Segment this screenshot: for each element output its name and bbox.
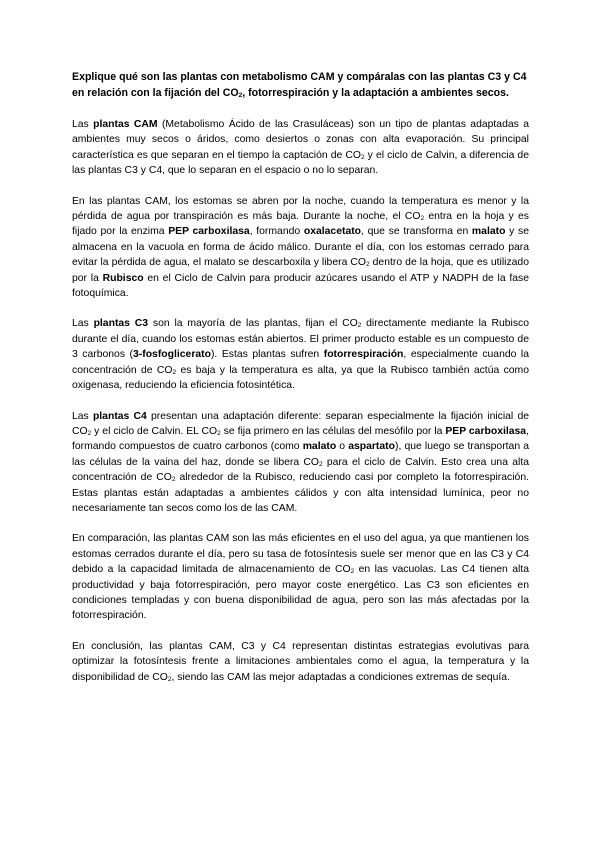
paragraph <box>72 531 529 623</box>
text-run: , siendo las CAM las mejor adaptadas a condiciones extremas de sequía. <box>171 671 510 683</box>
text-run: alrededor de la Rubisco, reduciendo casi por completo la fotorrespiración. Estas plantas están adaptadas a ambientes cálidos y con alta intensidad lumínica, peor no necesariamente tan secos como los de las CAM. <box>72 472 529 514</box>
bold-term: PEP carboxilasa <box>168 226 250 238</box>
bold-term: plantas CAM <box>93 119 158 130</box>
bold-term: malato <box>471 226 506 238</box>
paragraph <box>72 639 529 685</box>
text-run: En comparación, las plantas CAM son las más eficientes en el uso del agua, ya que mantienen los estomas cerrados durante el día, pero su tasa de fotosíntesis suele ser menor que en las C3 y C4 debido a la capacidad limitada de almacenamiento de CO <box>72 533 529 576</box>
text-run: se fija primero en las células del mesófilo por la <box>220 425 446 437</box>
text-run: ), que luego se transportan a las células de la vaina del haz, donde se libera CO <box>72 441 529 468</box>
text-run: son la mayoría de las plantas, fijan el CO <box>148 318 358 330</box>
text-run: es baja y la temperatura es alta, ya que la Rubisco también actúa como oxigenasa, reduciendo la eficiencia fotosintética. <box>72 364 529 392</box>
subscript: 2 <box>171 476 176 484</box>
paragraph <box>72 117 529 179</box>
bold-term: Rubisco <box>102 272 144 284</box>
text-run: o <box>336 441 349 453</box>
subscript: 2 <box>217 429 221 437</box>
text-run: y el ciclo de Calvin. EL CO <box>91 425 218 437</box>
subscript: 2 <box>87 429 92 437</box>
bold-term: oxalacetato <box>303 226 362 238</box>
text-run: Las <box>72 318 94 330</box>
paragraph <box>72 194 529 302</box>
bold-term: PEP carboxilasa <box>445 425 527 437</box>
text-run: (Metabolismo Ácido de las Crasuláceas) son un tipo de plantas adaptadas a ambientes muy secos o áridos, como desiertos o zonas con alta evaporación. Su principal característica es que separan en el tiempo la captación de CO <box>72 119 529 161</box>
text-run: Las <box>72 410 93 422</box>
bold-term: fotorrespiración <box>323 349 404 361</box>
bold-term: plantas C3 <box>93 318 149 330</box>
text-run: , que se transforma en <box>361 226 472 238</box>
text-run: presentan una adaptación diferente: separan especialmente la fijación inicial de CO <box>72 410 529 437</box>
text-run: entra en la hoja y es fijado por la enzima <box>72 211 529 238</box>
text-run: directamente mediante la Rubisco durante el día, cuando los estomas están abiertos. El primer producto estable es un compuesto de 3 carbonos ( <box>72 318 530 361</box>
subscript: 2 <box>172 368 177 376</box>
text-run: En las plantas CAM, los estomas se abren por la noche, cuando la temperatura es menor y la pérdida de agua por transpiración es más baja. Durante la noche, el CO <box>72 195 529 223</box>
text-run: y el ciclo de Calvin, a diferencia de las plantas C3 y C4, que lo separan en el espacio o no lo separan. <box>72 149 529 177</box>
paragraph <box>72 409 529 517</box>
text-run: ). Estas plantas sufren <box>210 349 324 361</box>
subscript: 2 <box>319 460 323 468</box>
text-run: y se almacena en la vacuola en forma de ácido málico. Durante el día, con los estomas cerrado para evitar la pérdida de agua, el malato se descarboxila y libera CO <box>72 226 529 269</box>
text-run: , especialmente cuando la concentración de CO <box>72 349 530 376</box>
bold-term: aspartato <box>348 441 395 453</box>
title-text-part-1: Explique qué son las plantas con metabolismo CAM y compáralas con las plantas C3 y C4 en relación con la fijación del CO <box>72 71 527 99</box>
subscript: 2 <box>365 261 370 269</box>
text-run: en el Ciclo de Calvin para producir azúcares usando el ATP y NADPH de la fase fotoquímica. <box>72 272 529 300</box>
subscript: 2 <box>360 153 365 161</box>
title-subscript: 2 <box>238 91 243 99</box>
bold-term: 3-fosfoglicerato <box>133 349 211 361</box>
bold-term: malato <box>302 441 337 453</box>
text-run: , formando <box>249 226 304 238</box>
paragraph <box>72 316 529 393</box>
subscript: 2 <box>420 215 425 223</box>
text-run: dentro de la hoja, que es utilizado por la <box>72 257 529 284</box>
text-run: para el ciclo de Calvin. Esto crea una alta concentración de CO <box>72 456 529 484</box>
document-body <box>72 117 529 685</box>
text-run: Las <box>72 119 94 130</box>
question-title <box>72 70 529 101</box>
bold-term: plantas C4 <box>92 410 147 422</box>
text-run: en las vacuolas. Las C4 tienen alta productividad y baja fotorrespiración, pero mayor coste energético. Las C3 son eficientes en condiciones templadas y con buena disponibilidad de agua, pero son las más afectadas por la fotorrespiración. <box>72 564 530 622</box>
text-run: , formando compuestos de cuatro carbonos (como <box>72 425 529 453</box>
subscript: 2 <box>167 675 172 683</box>
subscript: 2 <box>350 568 355 576</box>
subscript: 2 <box>357 322 362 330</box>
title-text-part-2: , fotorrespiración y la adaptación a ambientes secos. <box>242 86 509 99</box>
text-run: En conclusión, las plantas CAM, C3 y C4 representan distintas estrategias evolutivas para optimizar la fotosíntesis frente a limitaciones ambientales como el agua, la temperatura y la disponibilidad de CO <box>72 640 529 683</box>
